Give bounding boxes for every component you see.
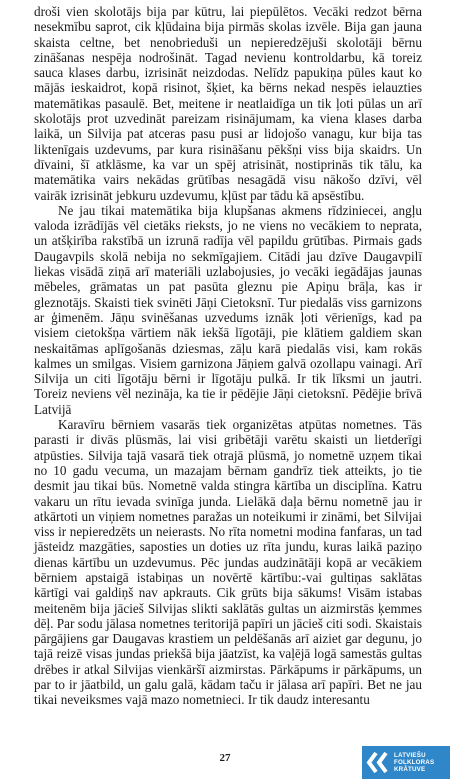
archive-logo [362,746,450,779]
body-text [34,4,422,708]
logo-line-2: FOLKLORAS [394,758,435,766]
paragraph-2: Ne jau tikai matemātika bija klupšanas akmens rīdziniecei, angļu valoda izrādījās vēl cietāks rieksts, jo ne viens no vecākiem to neprata, un atšķirība rakstībā un izrunā radīja vēl papildu grūtības. Pirmais gads Daugavpils skolā nebija no sekmīgajiem. Citādi jau dzīve Daugavpilī liekas visādā ziņā arī materiāli uzlabojusies, jo vecāki iegādājas jaunas mēbeles, grāmatas un pat pasūta gleznu pie Apiņu brāļa, kas ir gleznotājs. Skaisti tiek svinēti Jāņi Cietoksnī. Tur piedalās viss garnizons ar ģimenēm. Jāņu svinēšanas uzvedums iznāk ļoti vērienīgs, kad pa visiem cietokšņa vārtiem nāk iekšā līgotāji, pie klātiem galdiem skan neskaitāmas aplīgošanās dziesmas, zāļu karā piedalās visi, kam rokās kalmes un smilgas. Visiem garnizona Jāņiem galvā ozollapu vainagi. Arī Silvija un citi līgotāju bērni ir līgotāju pulkā. Ir tik līksmi un jautri. Toreiz neviens vēl nezināja, ka tie ir pēdējie Jāņi cietoksnī. Pēdējie brīvā Latvijā [34,202,422,417]
logo-line-3: KRĀTUVE [394,766,426,774]
paragraph-3: Karavīru bērniem vasarās tiek organizētas atpūtas nometnes. Tās parasti ir divās plūsmās, lai visi gribētāji varētu skaisti un lietderīgi atpūsties. Silvija tajā vasarā tiek otrajā plūsmā, jo nometnē uzņem tikai no 10 gadu vecuma, un mazajam bērnam gandrīz tiek atteikts, jo tie desmit jau tikai būs. Nometnē valda stingra kārtība un disciplīna. Katru vakaru un rītu ievada svinīga junda. Lielākā daļa bērnu nometnē jau ir atkārtoti un viņiem nometnes paražas un noteikumi ir zināmi, bet Silvijai viss ir nepieredzēts un neierasts. No rīta nometni modina fanfaras, un tad jāsteidz mazgāties, saposties un doties uz rīta jundu, kuras laikā paziņo dienas kārtību un uzdevumus. Pēc jundas audzinātāji kopā ar vecākiem bērniem apstaigā istabiņas un novērtē kārtību:-vai gultiņas saklātas kārtīgi vai galdiņš nav apkrauts. Cik grūts bija sākums! Visām istabas meitenēm bija jācieš Silvijas slikti saklātās gultas un aizmirstās ķemmes dēļ. Par sodu jālasa nometnes teritorijā papīri un jācieš citi sodi. Skaistais pārgājiens gar Daugavas krastiem un peldēšanās arī aiziet gar degunu, jo tajā reizē visas jundas priekšā bija jāatzīst, ka vaļējā logā samestās gultas drēbes ir atkal Silvijas vienkāršī aizmirstas. Pārkāpums ir pārkāpums, un par to ir jāatbild, un galu galā, kādam taču ir jālasa arī papīri. Bet ne jau tikai neveiksmes vajā mazo nometnieci. Ir tik daudz interesantu [34,417,422,708]
logo-line-1: LATVIEŠU [394,751,426,759]
paragraph-1: droši vien skolotājs bija par kūtru, lai piepūlētos. Vecāki redzot bērna nesekmību saprot, cik kļūdaina bija pirmās skolas izvēle. Bija gan jauna skaista celtne, bet nenobrieduši un nepieredzējuši skolotāji bērnu zināšanas nespēja nodrošināt. Tagad nevienu kontroldarbu, kā toreiz sauca klases darbu, izrisināt neizdodas. Nelīdz papukiņa pūles kaut ko mājās ieskaidrot, kopā risinot, šķiet, ka bērns nekad nespēs ielauzties matemātikas pasaulē. Bet, meitene ir neatlaidīga un tik ļoti pūlas un arī skolotājs prot uzvedināt pareizam risinājumam, ka viena klases darba laikā, un Silvija pat atceras pasu pusi ar lidojošo vanagu, kur bija tas liktenīgais uzdevums, par kura risināšanu pēkšņi viss bija skaidrs. Un dīvaini, šī atklāsme, ka var un spēj atrisināt, nostiprinās tik tālu, ka matemātika vairs nekādas grūtības nesagādā visu nākošo dzīvi, vēl vairāk izrisināt jebkuru uzdevumu, kļūst par tādu kā apsēstību. [34,4,422,203]
folklore-archive-logo-icon [362,746,392,779]
logo-text [392,752,434,774]
page-number: 27 [219,752,231,764]
